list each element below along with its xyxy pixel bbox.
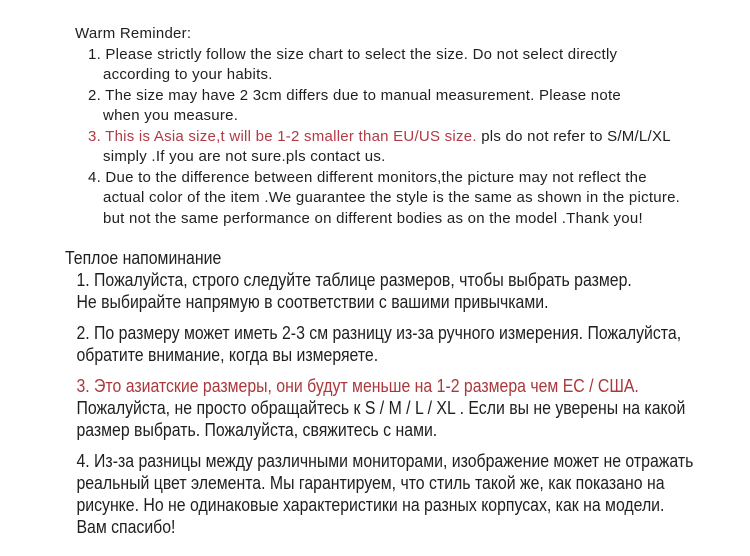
en-item1-line2: according to your habits. [103,66,273,83]
en-item2-line1: 2. The size may have 2 3cm differs due to manual measurement. Please note [88,86,621,104]
en-item3-line2: simply .If you are not sure.pls contact us. [103,148,386,165]
en-item4-line1: 4. Due to the difference between different monitors,the picture may not reflect the [88,168,647,186]
en-item3-line1 [88,127,735,148]
ru-item4-line4: Вам спасибо! [76,517,176,537]
ru-item3-red-line: 3. Это азиатские размеры, они будут меньше на 1-2 размера чем ЕС / США. [76,376,639,396]
en-item3-red-text: 3. This is Asia size,t will be 1-2 smaller than EU/US size. [88,127,477,145]
ru-item1-line2: Не выбирайте напрямую в соответствии с вашими привычками. [76,292,549,312]
ru-item1-line1: 1. Пожалуйста, строго следуйте таблице размеров, чтобы выбрать размер. [76,270,632,290]
ru-item4-line3: рисунке. Но не одинаковые характеристики на разных корпусах, как на модели. [76,495,665,515]
ru-item4-line1: 4. Из-за разницы между различными мониторами, изображение может не отражать [76,451,694,471]
ru-item4-line2: реальный цвет элемента. Мы гарантируем, что стиль такой же, как показано на [76,473,665,493]
ru-item2-line2: обратите внимание, когда вы измеряете. [76,345,379,365]
ru-item3-line3: размер выбрать. Пожалуйста, свяжитесь с нами. [76,420,438,440]
warm-reminder-title: Warm Reminder: [75,25,192,42]
ru-reminder-title: Теплое напоминание [65,248,222,268]
en-item4-line3: but not the same performance on different bodies as on the model .Thank you! [103,209,643,227]
en-item2-line2: when you measure. [103,107,239,124]
warm-reminder-section-ru [65,247,750,538]
warm-reminder-section-en [75,24,735,229]
ru-item2-line1: 2. По размеру может иметь 2-3 см разницу из-за ручного измерения. Пожалуйста, [76,323,682,343]
ru-item3-line2: Пожалуйста, не просто обращайтесь к S / M / L / XL . Если вы не уверены на какой [76,398,686,418]
en-item1-line1: 1. Please strictly follow the size chart to select the size. Do not select directly [88,45,618,63]
en-item4-line2: actual color of the item .We guarantee the style is the same as shown in the picture. [103,189,681,206]
en-item3-black-text: pls do not refer to S/M/L/XL [476,127,671,145]
